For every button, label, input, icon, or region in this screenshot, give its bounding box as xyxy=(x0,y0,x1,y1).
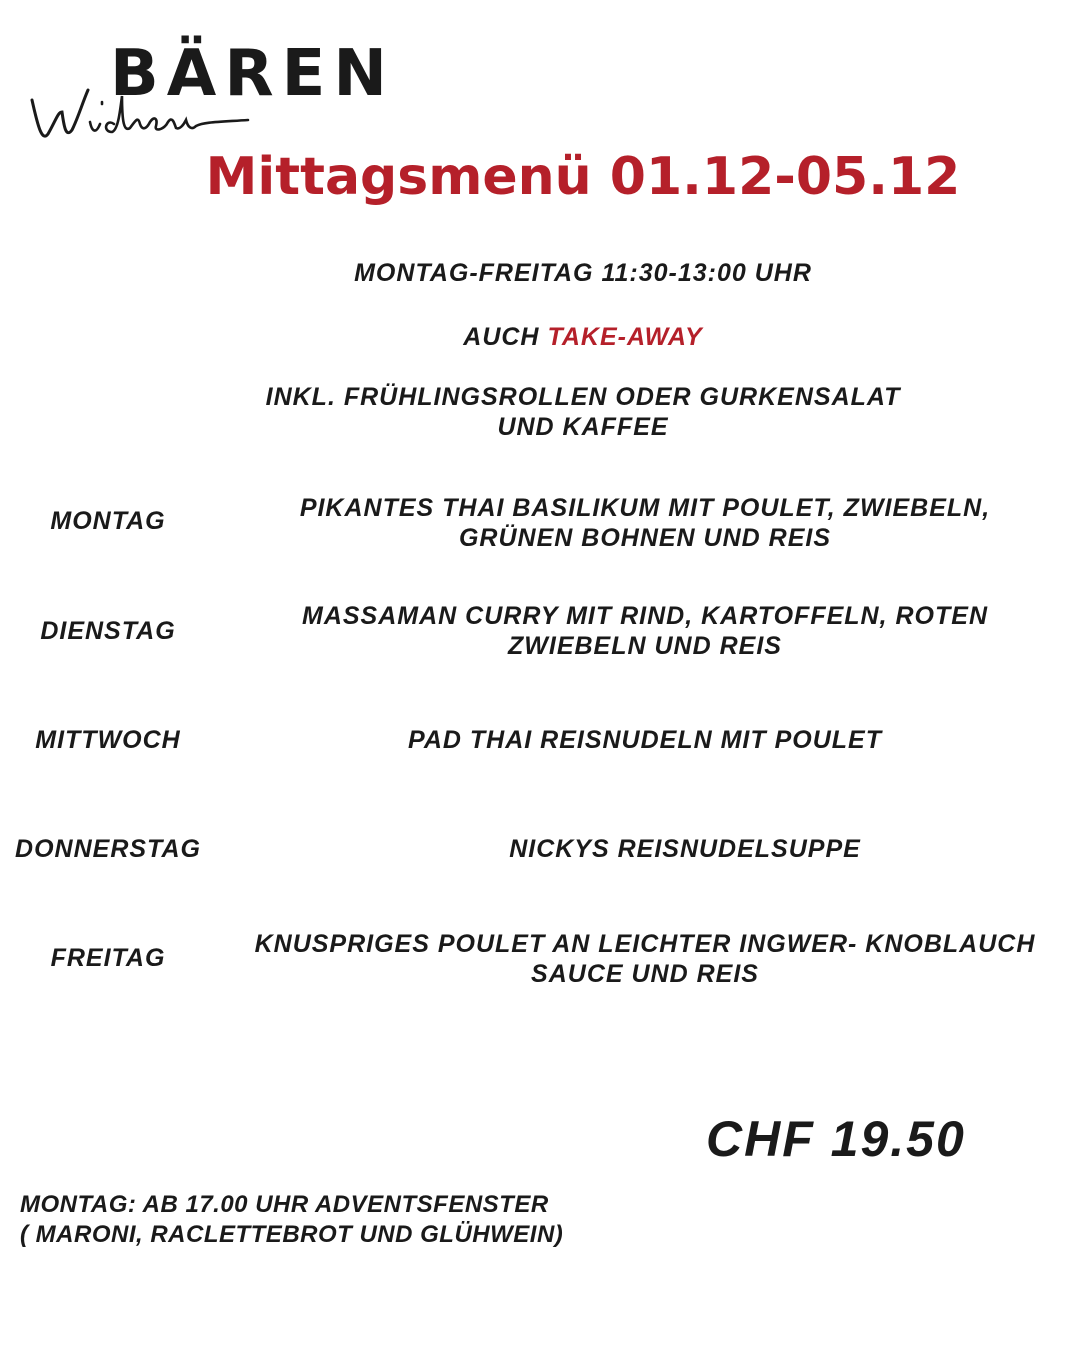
menu-dish-donnerstag xyxy=(290,834,1080,864)
menu-day-mittwoch: MITTWOCH xyxy=(35,726,181,754)
menu-dish-mittwoch xyxy=(250,725,1040,755)
logo-wordmark: BÄREN xyxy=(110,37,395,111)
menu-dish-line-2: SAUCE UND REIS xyxy=(531,960,759,988)
menu-dish-line-2: ZWIEBELN UND REIS xyxy=(508,632,782,660)
footer-line-1: MONTAG: AB 17.00 UHR ADVENTSFENSTER xyxy=(20,1191,549,1218)
price-label: CHF 19.50 xyxy=(706,1111,966,1167)
menu-day-dienstag: DIENSTAG xyxy=(40,617,176,645)
menu-day-montag: MONTAG xyxy=(50,507,166,535)
takeaway-highlight: TAKE-AWAY xyxy=(547,323,703,351)
includes-line-1: INKL. FRÜHLINGSROLLEN ODER GURKENSALAT xyxy=(265,383,901,411)
menu-dish-freitag xyxy=(250,929,1040,989)
footer-line-2: ( MARONI, RACLETTEBROT UND GLÜHWEIN) xyxy=(20,1221,564,1248)
menu-dish-montag xyxy=(250,493,1040,553)
opening-hours: MONTAG-FREITAG 11:30-13:00 UHR xyxy=(354,259,812,287)
includes-line-2: UND KAFFEE xyxy=(497,413,669,441)
menu-dish-line-1: PAD THAI REISNUDELN MIT POULET xyxy=(408,726,882,754)
includes-note xyxy=(0,382,1080,442)
menu-day-donnerstag: DONNERSTAG xyxy=(15,835,201,863)
menu-dish-line-1: MASSAMAN CURRY MIT RIND, KARTOFFELN, ROTEN xyxy=(302,602,988,630)
menu-dish-line-1: PIKANTES THAI BASILIKUM MIT POULET, ZWIEBELN, xyxy=(299,494,991,522)
takeaway-note xyxy=(0,322,1080,352)
footer-note xyxy=(20,1190,660,1250)
menu-dish-line-1: NICKYS REISNUDELSUPPE xyxy=(509,835,861,863)
page-title: Mittagsmenü 01.12-05.12 xyxy=(205,147,961,207)
menu-dish-dienstag xyxy=(250,601,1040,661)
takeaway-prefix: AUCH xyxy=(463,323,548,351)
menu-day-freitag: FREITAG xyxy=(50,944,166,972)
menu-dish-line-2: GRÜNEN BOHNEN UND REIS xyxy=(458,524,832,552)
menu-dish-line-1: KNUSPRIGES POULET AN LEICHTER INGWER- KNOBLAUCH xyxy=(254,930,1036,958)
